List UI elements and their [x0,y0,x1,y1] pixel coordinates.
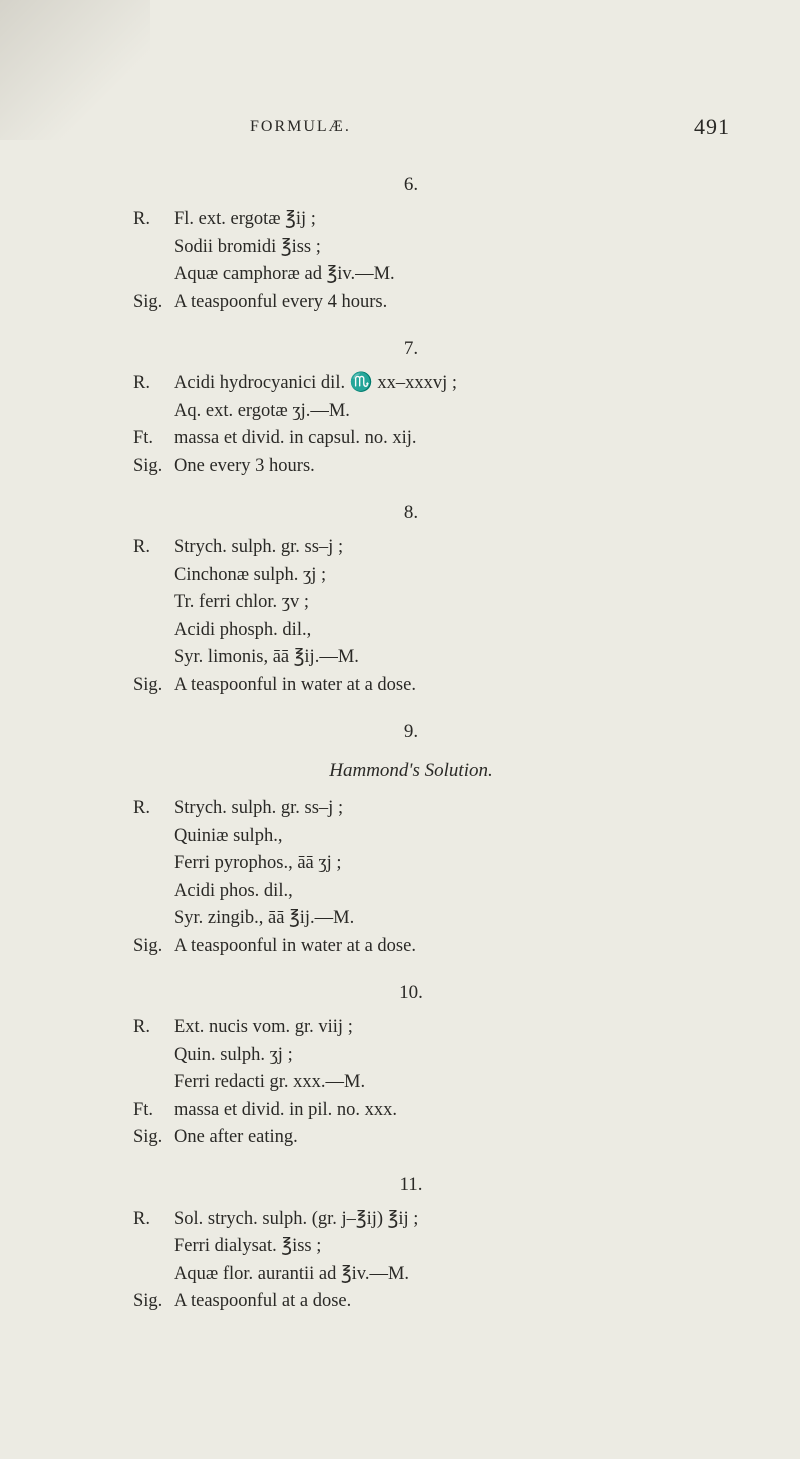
spacer [0,198,800,206]
line-text: A teaspoonful in water at a dose. [174,674,416,695]
formula-number: 10. [399,982,423,1003]
line-text: Syr. zingib., āā ℥ij.—M. [174,908,355,928]
line-text: Acidi phos. dil., [174,880,293,901]
prescription-line [0,1288,800,1316]
line-text: Ferri dialysat. ℥iss ; [174,1236,322,1256]
line-text: Fl. ext. ergotæ ℥ij ; [174,209,316,229]
spacer [0,362,800,370]
line-text: Quin. sulph. ʒj ; [174,1044,293,1065]
spacer [0,1006,800,1014]
line-text: massa et divid. in capsul. no. xij. [174,428,417,448]
prescription-line [0,795,800,823]
running-head [250,114,730,142]
line-text: Ferri pyrophos., āā ʒj ; [174,853,342,873]
prescription-line [0,261,800,289]
prescription-line [0,1014,800,1042]
prescription-line [0,562,800,590]
formula-block [0,500,800,699]
prescription-line [0,1097,800,1125]
prescription-line [0,206,800,234]
prescription-line [0,589,800,617]
line-text: Strych. sulph. gr. ss–j ; [174,798,344,818]
prescription-line [0,398,800,426]
page-corner-shadow [0,0,150,140]
line-prefix: Sig. [133,674,163,695]
prescription-line [0,823,800,851]
prescription-line [0,1206,800,1234]
spacer [0,699,800,719]
line-prefix: R. [133,1017,150,1037]
prescription-line [0,905,800,933]
formula-number: 11. [399,1173,423,1195]
spacer [0,316,800,336]
line-text: massa et divid. in pil. no. xxx. [174,1099,398,1120]
line-text: Acidi phosph. dil., [174,619,312,640]
line-text: Sol. strych. sulph. (gr. j–℥ij) ℥ij ; [174,1208,419,1229]
line-text: Aquæ camphoræ ad ℥iv.—M. [174,264,395,284]
prescription-line [0,425,800,453]
line-prefix: Sig. [133,455,163,476]
spacer [0,960,800,980]
prescription-line [0,1069,800,1097]
line-text: Aq. ext. ergotæ ʒj.—M. [174,400,350,421]
spacer [0,1198,800,1206]
line-text: Syr. limonis, āā ℥ij.—M. [174,647,359,667]
line-prefix: Sig. [133,1291,163,1311]
line-text: Aquæ flor. aurantii ad ℥iv.—M. [174,1263,410,1284]
prescription-line [0,1042,800,1070]
line-text: One every 3 hours. [174,455,315,476]
line-prefix: R. [133,209,150,229]
line-prefix: Ft. [133,428,154,448]
line-text: Cinchonæ sulph. ʒj ; [174,564,327,585]
prescription-line [0,617,800,645]
line-prefix: R. [133,798,150,818]
line-prefix: Sig. [133,1127,163,1147]
formula-number: 7. [403,338,419,359]
prescription-line [0,878,800,906]
formula-subtitle: Hammond's Solution. [329,760,493,781]
line-prefix: R. [133,1208,150,1229]
line-prefix: Ft. [133,1099,154,1120]
line-text: Acidi hydrocyanici dil. ♏ xx–xxxvj ; [174,373,458,393]
prescription-line [0,1233,800,1261]
line-prefix: Sig. [133,291,163,312]
line-text: Ferri redacti gr. xxx.—M. [174,1072,366,1092]
prescription-line [0,644,800,672]
spacer [0,787,800,795]
formula-block [0,719,800,960]
formula-number: 6. [403,174,419,195]
formula-number: 8. [403,502,419,523]
formula-number: 9. [403,721,419,742]
formula-block [0,336,800,480]
spacer [0,480,800,500]
spacer [0,526,800,534]
formula-block [0,1172,800,1316]
line-text: A teaspoonful every 4 hours. [174,291,388,312]
line-prefix: R. [133,373,150,393]
prescription-line [0,672,800,700]
line-text: Strych. sulph. gr. ss–j ; [174,537,344,557]
line-text: Sodii bromidi ℥iss ; [174,236,321,257]
formula-block [0,980,800,1152]
line-text: Quiniæ sulph., [174,825,283,846]
prescription-line [0,933,800,961]
prescription-line [0,453,800,481]
prescription-line [0,289,800,317]
prescription-line [0,370,800,398]
running-title: FORMULÆ. [250,118,351,135]
line-text: One after eating. [174,1127,298,1147]
formula-list [0,172,800,1316]
spacer [0,1152,800,1172]
line-prefix: R. [133,537,150,557]
line-text: Tr. ferri chlor. ʒv ; [174,592,309,612]
formula-block [0,172,800,316]
line-prefix: Sig. [133,935,163,956]
prescription-line [0,1261,800,1289]
line-text: Ext. nucis vom. gr. viij ; [174,1017,353,1037]
prescription-line [0,850,800,878]
prescription-line [0,1124,800,1152]
line-text: A teaspoonful at a dose. [174,1291,352,1311]
line-text: A teaspoonful in water at a dose. [174,935,416,956]
prescription-line [0,534,800,562]
page-number: 491 [694,114,730,139]
prescription-line [0,234,800,262]
